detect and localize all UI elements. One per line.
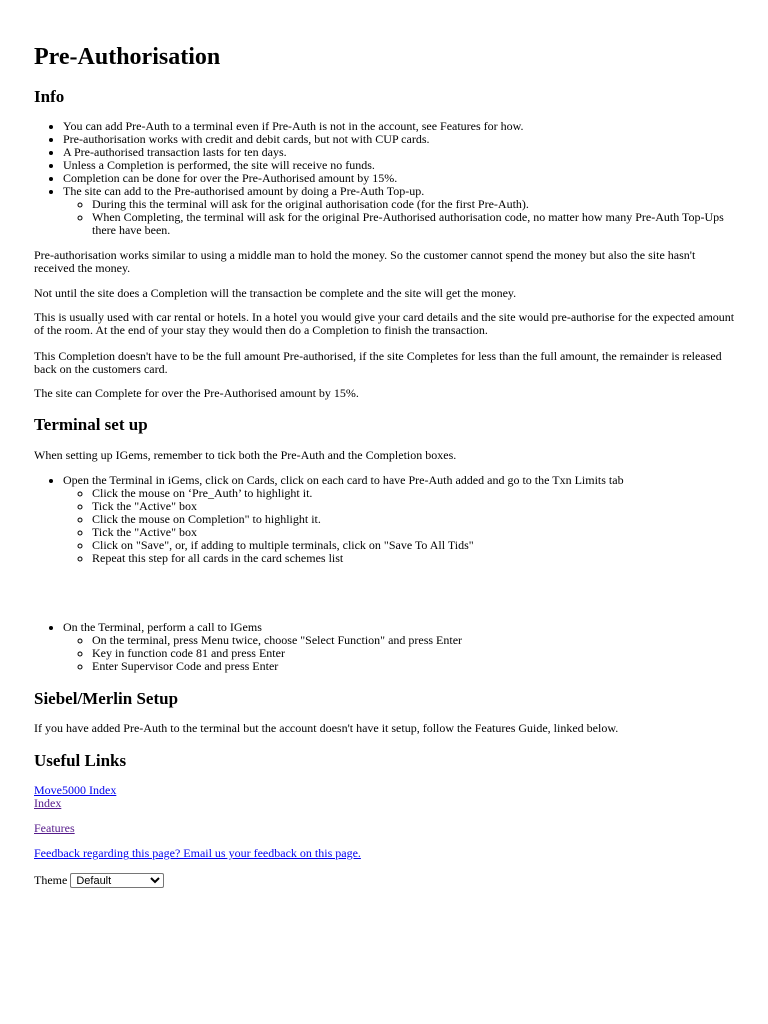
list-item	[63, 621, 743, 673]
paragraph: This is usually used with car rental or hotels. In a hotel you would give your card details and the site would pre-authorise for the expected amount of the room. At the end of your stay they would then do a Completion to finish the transaction.	[34, 310, 735, 337]
paragraph: Pre-authorisation works similar to using a middle man to hold the money. So the customer cannot spend the money but also the site hasn't received the money.	[34, 248, 696, 275]
sub-list-item: ◦ Click the mouse on ‘Pre_Auth’ to highlight it.	[92, 487, 743, 500]
list-item: • Unless a Completion is performed, the site will receive no funds.	[63, 159, 743, 172]
index-link[interactable]: Index	[34, 796, 62, 810]
list-item: • You can add Pre-Auth to a terminal even if Pre-Auth is not in the account, see Features for how.	[63, 120, 743, 133]
list-item-text: The site can add to the Pre-authorised amount by doing a Pre-Auth Top-up.	[63, 184, 425, 198]
terminal-intro: When setting up IGems, remember to tick both the Pre-Auth and the Completion boxes.	[34, 448, 457, 462]
paragraph: This Completion doesn't have to be the full amount Pre-authorised, if the site Completes for less than the full amount, the remainder is released back on the customers card.	[34, 349, 722, 376]
sub-list-item: ◦ Enter Supervisor Code and press Enter	[92, 660, 743, 673]
theme-row	[34, 872, 164, 888]
sub-list-item: ◦ Key in function code 81 and press Enter	[92, 647, 743, 660]
paragraph: Not until the site does a Completion will the transaction be complete and the site will get the money.	[34, 286, 517, 300]
terminal-step1-list	[63, 474, 743, 565]
paragraph: The site can Complete for over the Pre-Authorised amount by 15%.	[34, 386, 359, 400]
list-item: • Pre-authorisation works with credit and debit cards, but not with CUP cards.	[63, 133, 743, 146]
links-block	[34, 784, 738, 810]
list-item	[63, 474, 743, 565]
theme-select[interactable]	[70, 873, 164, 888]
sub-list-item: ◦ Tick the "Active" box	[92, 526, 743, 539]
links-heading: Useful Links	[34, 751, 127, 770]
list-item: • Completion can be done for over the Pre-Authorised amount by 15%.	[63, 172, 743, 185]
terminal-step2-list	[63, 621, 743, 673]
feedback-block	[34, 847, 738, 860]
sub-list-item: ◦ Tick the "Active" box	[92, 500, 743, 513]
features-block	[34, 822, 738, 835]
terminal-heading: Terminal set up	[34, 415, 148, 434]
theme-label: Theme	[34, 872, 68, 887]
features-link[interactable]: Features	[34, 821, 75, 835]
sub-list-item: ◦ Click the mouse on Completion" to highlight it.	[92, 513, 743, 526]
move5000-index-link[interactable]: Move5000 Index	[34, 783, 117, 797]
siebel-heading: Siebel/Merlin Setup	[34, 689, 179, 708]
sub-list-item: ◦ When Completing, the terminal will ask for the original Pre-Authorised authorisation code, no matter how many Pre-Auth Top-Ups there have been.	[92, 211, 743, 237]
step1-sublist	[63, 487, 743, 565]
siebel-text: If you have added Pre-Auth to the terminal but the account doesn't have it setup, follow the Features Guide, linked below.	[34, 721, 619, 735]
sub-list-item: ◦ On the terminal, press Menu twice, choose "Select Function" and press Enter	[92, 634, 743, 647]
sub-list-item: ◦ Click on "Save", or, if adding to multiple terminals, click on "Save To All Tids"	[92, 539, 743, 552]
info-list	[63, 120, 743, 237]
info-sublist	[63, 198, 743, 237]
feedback-link[interactable]: Feedback regarding this page? Email us your feedback on this page.	[34, 846, 361, 860]
sub-list-item: ◦ During this the terminal will ask for the original authorisation code (for the first Pre-Auth).	[92, 198, 743, 211]
sub-list-item: ◦ Repeat this step for all cards in the card schemes list	[92, 552, 743, 565]
list-item	[63, 185, 743, 237]
page-title: Pre-Authorisation	[34, 44, 221, 70]
list-item: • A Pre-authorised transaction lasts for ten days.	[63, 146, 743, 159]
step2-sublist	[63, 634, 743, 673]
list-item-text: On the Terminal, perform a call to IGems	[63, 620, 262, 634]
list-item-text: Open the Terminal in iGems, click on Cards, click on each card to have Pre-Auth added and go to the Txn Limits tab	[63, 473, 624, 487]
info-heading: Info	[34, 87, 65, 106]
